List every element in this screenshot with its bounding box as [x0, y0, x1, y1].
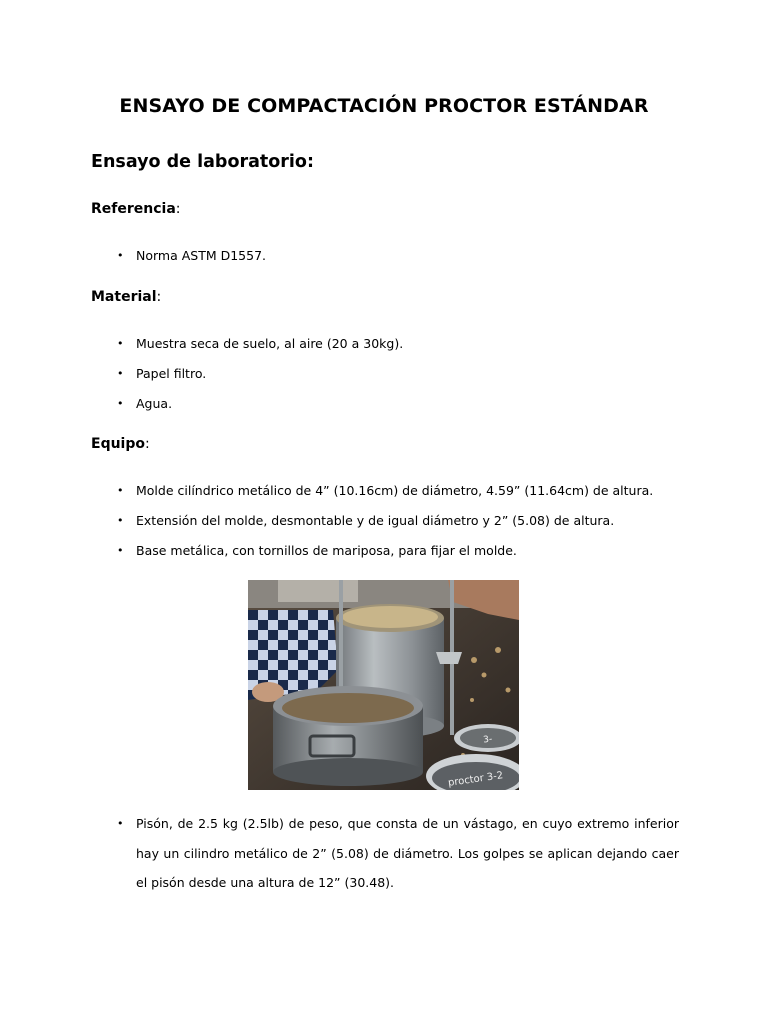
page-title: ENSAYO DE COMPACTACIÓN PROCTOR ESTÁNDAR — [119, 95, 649, 117]
section-subtitle: Ensayo de laboratorio: — [91, 152, 314, 172]
bullet-icon: • — [117, 249, 124, 262]
bullet-icon: • — [117, 484, 124, 497]
bullet-icon: • — [117, 397, 124, 410]
mold-label-small: 3- — [482, 734, 493, 746]
list-item-text: Molde cilíndrico metálico de 4” (10.16cm) de diámetro, 4.59” (11.64cm) de altura. — [136, 483, 654, 498]
proctor-mold-photo — [248, 580, 519, 790]
material-heading: Material: — [91, 289, 162, 305]
list-item-text: Muestra seca de suelo, al aire (20 a 30kg). — [136, 336, 404, 351]
equipo-heading: Equipo: — [91, 436, 150, 452]
list-item-text: Norma ASTM D1557. — [136, 248, 267, 263]
list-item-text: Extensión del molde, desmontable y de igual diámetro y 2” (5.08) de altura. — [136, 513, 615, 528]
bullet-icon: • — [117, 337, 124, 350]
bullet-icon: • — [117, 367, 124, 380]
list-item-text: Agua. — [136, 396, 173, 411]
list-item-text: Base metálica, con tornillos de mariposa, para fijar el molde. — [136, 543, 517, 558]
referencia-heading: Referencia: — [91, 201, 181, 217]
bullet-icon: • — [117, 514, 124, 527]
list-item-text: Pisón, de 2.5 kg (2.5lb) de peso, que consta de un vástago, en cuyo extremo inferior hay un cilindro metálico de 2” (5.08) de diámetro. Los golpes se aplican dejando caer el pisón desde una altura de 12” (30.48). — [136, 816, 679, 890]
bullet-icon: • — [117, 817, 124, 830]
mold-label: proctor 3-2 — [447, 770, 504, 789]
bullet-icon: • — [117, 544, 124, 557]
list-item-text: Papel filtro. — [136, 366, 207, 381]
